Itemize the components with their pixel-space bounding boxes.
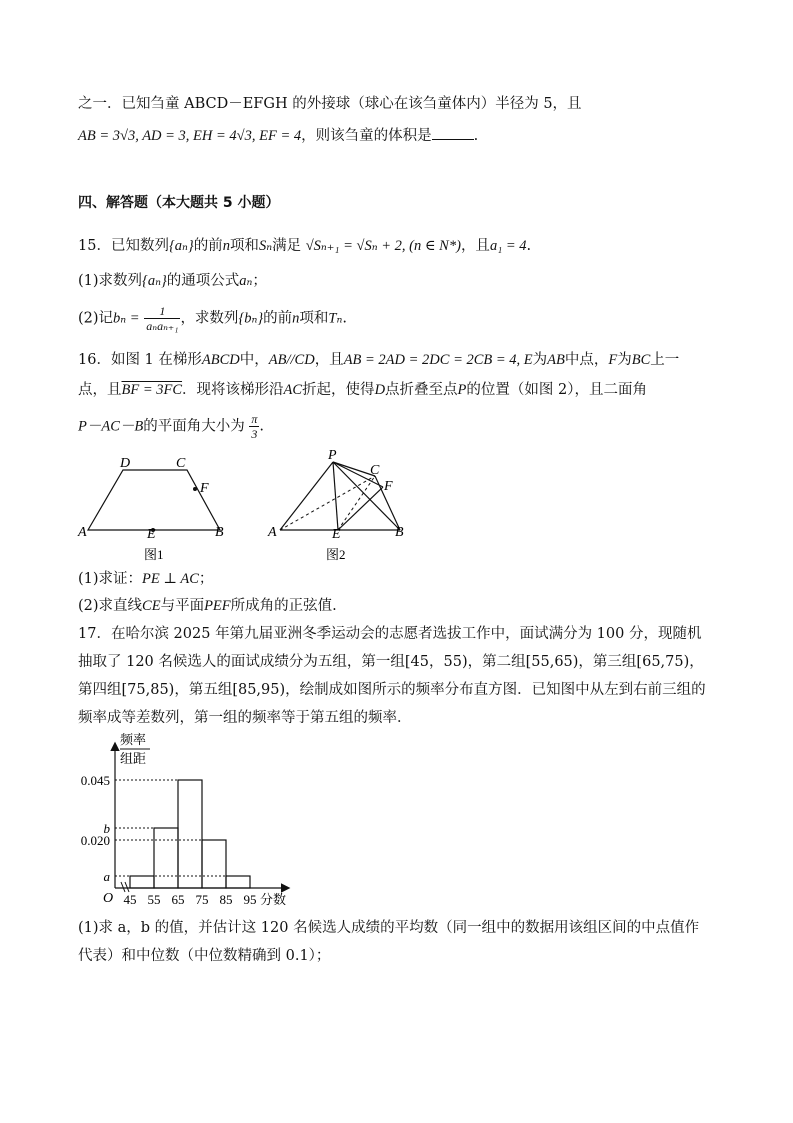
q17-part-1-line-1: (1)求 a，b 的值，并估计这 120 名候选人成绩的平均数（同一组中的数据用该组区间的中点值作 <box>78 920 700 936</box>
q16-p1-math: PE ⊥ AC <box>142 571 199 587</box>
x-tick-label: 65 <box>171 892 185 907</box>
fig2-caption: 图2 <box>326 547 346 562</box>
fig1-label-d: D <box>120 456 131 471</box>
y-tick-label: b <box>103 821 110 836</box>
y-label-numerator: 频率 <box>120 732 147 747</box>
q16-line-1 <box>78 350 679 370</box>
q15-p1-t1: (1)求数列 <box>78 273 143 289</box>
q16-t7: 上一 <box>650 352 680 368</box>
q15-t3: 项和 <box>229 238 259 254</box>
fig2-label-b: B <box>395 525 404 540</box>
histogram-bar <box>202 840 226 888</box>
prev-text-2: ，则该刍童的体积是 <box>301 128 432 144</box>
prev-text-1: 之一．已知刍童 ABCD－EFGH 的外接球（球心在该刍童体内）半径为 5，且 <box>78 96 582 112</box>
q17-line-2: 抽取了 120 名候选人的面试成绩分为五组，第一组[45，55)，第二组[55,65)，第三组[65,75)， <box>78 654 704 670</box>
q16-parallel: AB//CD <box>268 352 315 368</box>
point-f-dot <box>193 487 197 491</box>
q16-line-2 <box>78 380 647 400</box>
q17-line-1: 17．在哈尔滨 2025 年第九届亚洲冬季运动会的志愿者选拔工作中，面试满分为 100 分，现随机 <box>78 626 702 642</box>
q15-t1: 15．已知数列 <box>78 238 169 254</box>
q16-line-3 <box>78 412 264 441</box>
x-tick-label: 95 <box>243 892 257 907</box>
section-title: 四、解答题（本大题共 5 小题） <box>78 195 280 211</box>
q16-dihedral: P－AC－B <box>78 418 144 435</box>
q15-p1-t2: 的通项公式 <box>166 273 240 289</box>
q16-abcd: ABCD <box>201 352 240 368</box>
fig1-label-f: F <box>200 481 209 496</box>
q16-frac-num: π <box>251 412 258 426</box>
q16-p1-t1: (1)求证： <box>78 571 143 587</box>
y-label-denominator: 组距 <box>120 751 147 766</box>
trapezoid-abcd <box>88 470 220 530</box>
q16-figures <box>70 445 430 565</box>
q15-p2-t2: ，求数列 <box>180 310 239 327</box>
prev-end: . <box>473 128 479 144</box>
q16-l3-t2: . <box>259 418 264 435</box>
q16-t2: 中， <box>239 352 269 368</box>
fig2-label-f: F <box>384 479 393 494</box>
q15-p2-n: n <box>292 310 300 327</box>
fig2-label-e: E <box>332 527 341 542</box>
fig1-caption: 图1 <box>144 547 164 562</box>
q15-seq: {aₙ} <box>168 238 194 254</box>
q15-p2-bn: bₙ = <box>113 310 140 327</box>
q15-t4: 满足 <box>272 238 302 254</box>
q16-l2-t2: ．现将该梯形沿 <box>182 382 284 398</box>
fig1-label-a: A <box>78 525 87 540</box>
q16-frac-den: 3 <box>251 427 258 441</box>
q16-p2-pef: PEF <box>204 598 231 614</box>
q16-eq: AB = 2AD = 2DC = 2CB = 4, E <box>343 352 533 368</box>
q16-t5: 中点， <box>564 352 609 368</box>
x-tick-label: 75 <box>195 892 209 907</box>
x-tick-label: 85 <box>219 892 233 907</box>
y-tick-label: a <box>103 869 110 884</box>
q15-n: n <box>222 238 230 254</box>
q17-line-4: 频率成等差数列，第一组的频率等于第五组的频率． <box>78 710 412 726</box>
figure-2 <box>267 448 404 562</box>
q16-l2-t3: 折起，使得 <box>302 382 375 398</box>
q16-t1: 16．如图 1 在梯形 <box>78 352 202 368</box>
q16-part-1 <box>78 569 213 589</box>
q16-p2-t2: 与平面 <box>160 598 205 614</box>
q15-frac-num: 1 <box>144 304 180 319</box>
q16-t6: 为 <box>617 352 632 368</box>
q15-p1-t3: ； <box>252 273 267 289</box>
q15-p2-seq: {bₙ} <box>238 310 264 327</box>
q15-init: a₁ = 4 <box>489 238 527 254</box>
y-tick-label: 0.020 <box>80 833 110 848</box>
q16-vector-eq: BF = 3FC <box>121 382 183 398</box>
q16-p1-t2: ； <box>198 571 214 587</box>
histogram-bar <box>178 780 202 888</box>
histogram-bar <box>154 828 178 888</box>
x-tick-label: 45 <box>123 892 137 907</box>
frequency-histogram <box>70 732 310 912</box>
q16-p: P <box>457 382 467 398</box>
q16-p2-ce: CE <box>142 598 161 614</box>
q15-frac-den: aₙaₙ₊₁ <box>146 319 179 333</box>
q15-p2-t1: (2)记 <box>78 310 114 327</box>
q16-l2-t5: 的位置（如图 2），且二面角 <box>466 382 647 398</box>
prev-math: AB = 3√3, AD = 3, EH = 4√3, EF = 4 <box>78 128 302 144</box>
histogram-bar <box>226 876 250 888</box>
x-tick-label: 55 <box>147 892 161 907</box>
q15-t5: ，且 <box>460 238 490 254</box>
fig2-label-p: P <box>328 448 337 463</box>
origin-label: O <box>103 891 114 906</box>
prev-line-1 <box>78 94 582 114</box>
fig1-label-c: C <box>176 456 186 471</box>
histogram-bar <box>130 876 154 888</box>
q17-part-1-line-2: 代表）和中位数（中位数精确到 0.1）； <box>78 948 331 964</box>
fig2-label-c: C <box>370 463 380 478</box>
q15-t2: 的前 <box>193 238 223 254</box>
q15-p1-an: aₙ <box>239 273 253 289</box>
q15-stem <box>78 236 531 256</box>
q16-p2-t1: (2)求直线 <box>78 598 143 614</box>
axis-break <box>121 882 129 892</box>
q15-p2-t5: . <box>342 310 347 327</box>
q16-l2-t4: 点折叠至点 <box>385 382 458 398</box>
figure-1 <box>77 456 224 562</box>
q16-l3-t1: 的平面角大小为 <box>143 418 245 435</box>
q15-part-2 <box>78 304 347 333</box>
q15-p2-tn: Tₙ <box>328 310 343 327</box>
q16-bc: BC <box>631 352 651 368</box>
q16-ab: AB <box>547 352 565 368</box>
y-tick-label: 0.045 <box>80 773 110 788</box>
q15-sn: Sₙ <box>258 238 273 254</box>
q16-f: F <box>608 352 618 368</box>
q15-t6: . <box>526 238 532 254</box>
q16-t3: ，且 <box>314 352 344 368</box>
q15-fraction <box>144 304 180 333</box>
fig2-label-a: A <box>268 525 277 540</box>
fig1-label-b: B <box>215 525 224 540</box>
q16-ac: AC <box>283 382 303 398</box>
q15-p2-t3: 的前 <box>263 310 293 327</box>
answer-blank <box>432 125 474 140</box>
fig1-label-e: E <box>147 527 156 542</box>
prev-line-2 <box>78 125 478 146</box>
q15-part-1 <box>78 271 267 291</box>
q16-l2-t1: 点，且 <box>78 382 122 398</box>
q16-t4: 为 <box>532 352 548 368</box>
x-axis-label: 分数 <box>260 892 287 907</box>
q16-d: D <box>374 382 386 398</box>
q17-line-3: 第四组[75,85)，第五组[85,95)，绘制成如图所示的频率分布直方图．已知图中从左到右前三组的 <box>78 682 706 698</box>
q15-p1-seq: {aₙ} <box>142 273 167 289</box>
q16-pi-fraction <box>249 412 259 441</box>
q15-formula: √Sₙ₊₁ = √Sₙ + 2, (n ∈ N*) <box>305 238 461 254</box>
q15-p2-t4: 项和 <box>299 310 329 327</box>
q16-p2-t3: 所成角的正弦值. <box>230 598 337 614</box>
q16-part-2 <box>78 596 337 616</box>
